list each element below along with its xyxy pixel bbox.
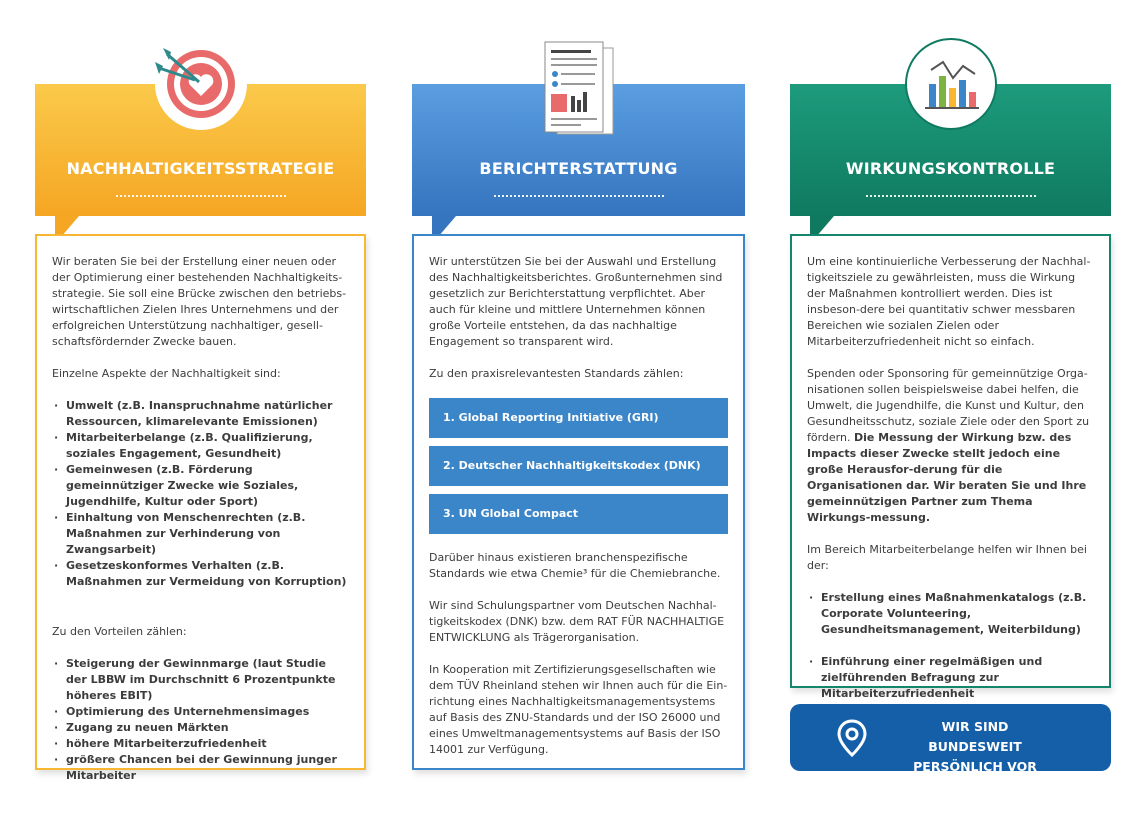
- reporting-card: [412, 234, 745, 770]
- cta-text: [900, 717, 1050, 797]
- impact-p2: [807, 366, 1094, 526]
- reporting-p2: Darüber hinaus existieren branchenspezifische Standards wie etwa Chemie³ für die Chemiebranche.: [429, 551, 721, 580]
- impact-p3: Im Bereich Mitarbeiterbelange helfen wir Ihnen bei der:: [807, 543, 1087, 572]
- divider: [494, 195, 664, 197]
- strategy-intro: Wir beraten Sie bei der Erstellung einer neuen oder der Optimierung einer bestehenden Nachhaltigkeits-strategie. Sie soll eine Brücke zwischen den betriebs-wirtschaftlichen Zielen Ihres Unternehmens und der erfolgreichen Unterstützung nachhaltiger, gesell-schaftsfördernder Zwecke bauen.: [52, 255, 347, 348]
- column-reporting: [412, 0, 745, 780]
- impact-list: [807, 590, 1094, 702]
- list-item: · Gesetzeskonformes Verhalten (z.B. Maßnahmen zur Vermeidung von Korruption): [52, 558, 349, 590]
- impact-title: WIRKUNGSKONTROLLE: [845, 159, 1056, 178]
- divider: [866, 195, 1036, 197]
- divider: [116, 195, 286, 197]
- aspects-list: [52, 398, 349, 590]
- column-impact: [790, 0, 1111, 780]
- impact-p2-normal: Spenden oder Sponsoring für gemeinnützige Orga-nisationen sollen beispielsweise dabei helfen, die Umwelt, die Jugendhilfe, die Kunst und Kultur, den Gesundheitsschutz, soziale Ziele oder den Sport zu fördern.: [807, 367, 1090, 444]
- target-heart-icon: [155, 38, 247, 130]
- impact-card: [790, 234, 1111, 700]
- standard-dnk: 2. Deutscher Nachhaltigkeitskodex (DNK): [429, 446, 728, 486]
- list-item: · Mitarbeiterbelange (z.B. Qualifizierung, soziales Engagement, Gesundheit): [52, 430, 349, 462]
- strategy-card: [35, 234, 366, 782]
- aspects-label: Einzelne Aspekte der Nachhaltigkeit sind:: [52, 367, 281, 380]
- report-documents-icon: [537, 40, 619, 140]
- list-item: · größere Chancen bei der Gewinnung junger Mitarbeiter: [52, 752, 349, 784]
- reporting-p4: In Kooperation mit Zertifizierungsgesellschaften wie dem TÜV Rheinland stehen wir Ihnen auch für die Ein-richtung eines Nachhaltigkeitsmanagementsystems auf Basis des ZNU-Standards und der ISO 26000 und eines Umweltmanagementsystems auf Basis der ISO 14001 zur Verfügung.: [429, 663, 728, 756]
- standards-label: Zu den praxisrelevantesten Standards zählen:: [429, 367, 684, 380]
- list-item: · Erstellung eines Maßnahmenkatalogs (z.B. Corporate Volunteering, Gesundheitsmanagement, Weiterbildung): [807, 590, 1094, 638]
- list-item: · Einführung einer regelmäßigen und zielführenden Befragung zur Mitarbeiterzufriedenheit: [807, 654, 1094, 702]
- list-item: · Umwelt (z.B. Inanspruchnahme natürlicher Ressourcen, klimarelevante Emissionen): [52, 398, 349, 430]
- benefits-label: Zu den Vorteilen zählen:: [52, 625, 187, 638]
- reporting-p3: Wir sind Schulungspartner vom Deutschen Nachhal-tigkeitskodex (DNK) bzw. dem RAT FÜR NACHHALTIGE ENTWICKLUNG als Trägerorganisation.: [429, 599, 725, 644]
- benefits-list: [52, 656, 349, 784]
- list-item: · höhere Mitarbeiterzufriedenheit: [52, 736, 349, 752]
- standard-gri: 1. Global Reporting Initiative (GRI): [429, 398, 728, 438]
- cta-nationwide-button[interactable]: [790, 704, 1111, 794]
- reporting-title: BERICHTERSTATTUNG: [479, 159, 678, 178]
- bar-line-chart-icon: [905, 38, 997, 130]
- cta-line1: WIR SIND BUNDESWEIT: [928, 719, 1022, 754]
- list-item: · Steigerung der Gewinnmarge (laut Studie der LBBW im Durchschnitt 6 Prozentpunkte höheres EBIT): [52, 656, 349, 704]
- list-item: · Einhaltung von Menschenrechten (z.B. Maßnahmen zur Verhinderung von Zwangsarbeit): [52, 510, 349, 558]
- standard-ungc: 3. UN Global Compact: [429, 494, 728, 534]
- column-strategy: [35, 0, 366, 780]
- location-pin-icon: [835, 719, 869, 761]
- reporting-intro: Wir unterstützen Sie bei der Auswahl und Erstellung des Nachhaltigkeitsberichtes. Großunternehmen sind gesetzlich zur Berichterstattung verpflichtet. Aber auch für kleine und mittlere Unternehmen können große Vorteile entstehen, da das nachhaltige Engagement so transparent wird.: [429, 255, 723, 348]
- cta-line2: PERSÖNLICH VOR ORT.: [913, 759, 1037, 794]
- impact-p2-bold: Die Messung der Wirkung bzw. des Impacts dieser Zwecke stellt jedoch eine große Herausfor-derung für die Organisationen dar. Wir beraten Sie und Ihre gemeinnützigen Partner zum Thema Wirkungs-messung.: [807, 431, 1087, 524]
- list-item: · Gemeinwesen (z.B. Förderung gemeinnütziger Zwecke wie Soziales, Jugendhilfe, Kultur oder Sport): [52, 462, 349, 510]
- list-item: · Zugang zu neuen Märkten: [52, 720, 349, 736]
- strategy-title: NACHHALTIGKEITSSTRATEGIE: [66, 159, 335, 178]
- list-item: · Optimierung des Unternehmensimages: [52, 704, 349, 720]
- impact-intro: Um eine kontinuierliche Verbesserung der Nachhal-tigkeitsziele zu gewährleisten, muss die Wirkung der Maßnahmen kontrolliert werden. Dies ist insbeson-dere bei quantitativ schwer messbaren Bereichen wie sozialen Zielen oder Mitarbeiterzufriedenheit nicht so einfach.: [807, 255, 1091, 348]
